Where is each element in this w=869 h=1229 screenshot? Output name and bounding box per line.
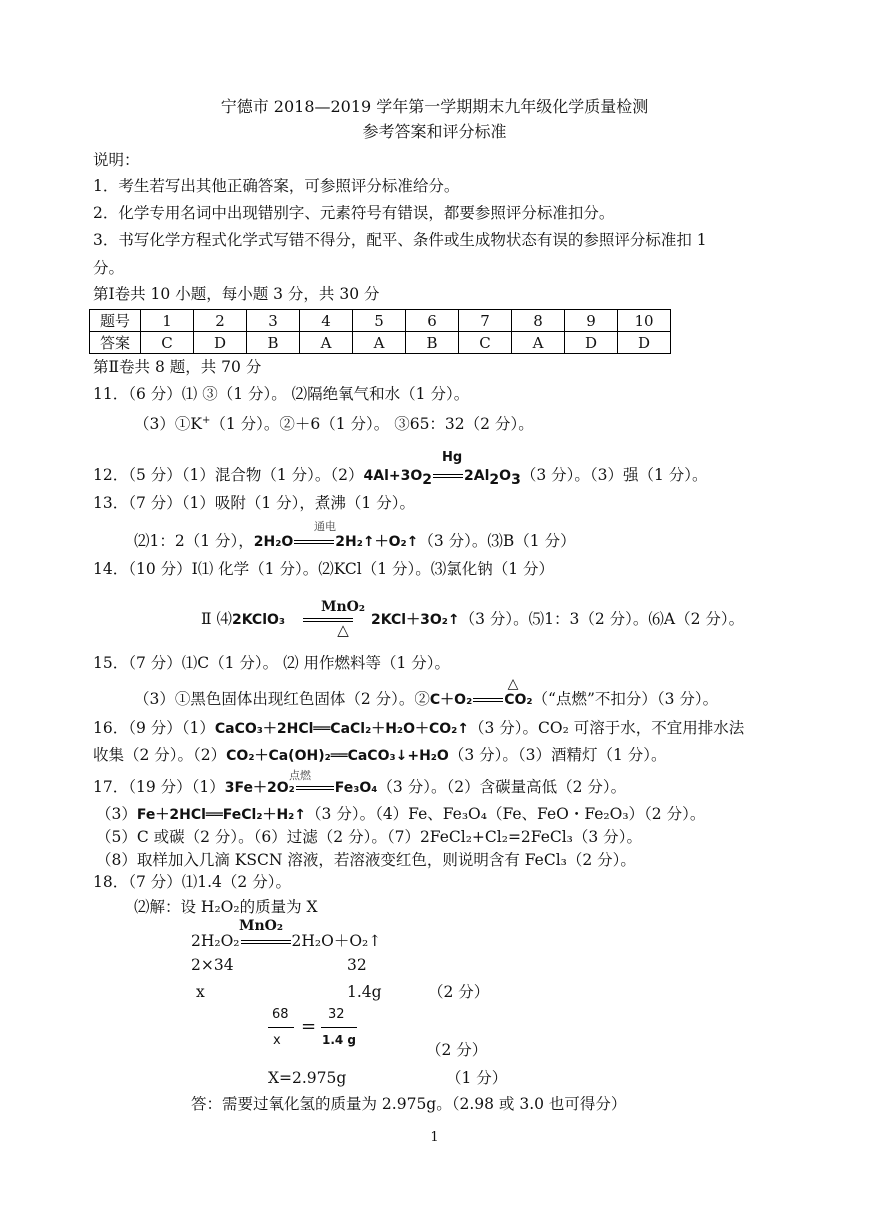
q12-eq-left: 4Al+3O xyxy=(363,468,423,484)
part1-heading: 第Ⅰ卷共 10 小题，每小题 3 分，共 30 分 xyxy=(93,285,380,303)
note-1: 1．考生若写出其他正确答案，可参照评分标准给分。 xyxy=(93,177,460,195)
q11-text-a: （3）①K xyxy=(134,415,202,434)
q18-molar-2: 32 xyxy=(347,956,367,974)
page-number: 1 xyxy=(430,1130,439,1145)
table-cell: D xyxy=(618,332,671,354)
table-cell: 4 xyxy=(300,310,353,332)
note-3-cont: 分。 xyxy=(93,259,125,277)
q17-eq-bar xyxy=(296,786,334,790)
q13-eq-right: 2H₂↑＋O₂↑ xyxy=(335,534,419,550)
q15-condition: △ xyxy=(507,676,519,692)
table-cell: C xyxy=(141,332,194,354)
q18-condition: MnO₂ xyxy=(238,918,283,934)
q13-text-a: ⑵1：2（1 分）， xyxy=(134,532,254,550)
q18-line2: ⑵解：设 H₂O₂的质量为 X xyxy=(134,898,318,916)
q18-score-3: （1 分） xyxy=(446,1069,508,1087)
q14-heat-symbol: △ xyxy=(337,621,349,639)
q18-fraction-bar2 xyxy=(321,1027,357,1028)
q17-line2 xyxy=(96,804,705,825)
document-title: 宁德市 2018—2019 学年第一学期期末九年级化学质量检测 xyxy=(220,97,649,116)
q18-fraction-den1: x xyxy=(273,1033,281,1048)
q14-line1: 14．（10 分）Ⅰ⑴ 化学（1 分）。⑵KCl（1 分）。⑶氯化钠（1 分） xyxy=(93,560,555,578)
note-2: 2．化学专用名词中出现错别字、元素符号有错误，都要参照评分标准扣分。 xyxy=(93,204,615,222)
notes-heading: 说明： xyxy=(93,151,140,169)
q14-eq-right: 2KCl＋3O₂↑ xyxy=(371,612,460,628)
table-cell: 答案 xyxy=(90,332,141,354)
q13-text-b: （3 分）。⑶B（1 分） xyxy=(418,532,576,550)
table-row xyxy=(90,310,671,332)
table-cell: 3 xyxy=(247,310,300,332)
q18-fraction-num1: 68 xyxy=(272,1007,289,1022)
q13-line1: 13．（7 分）（1）吸附（1 分），煮沸（1 分）。 xyxy=(93,494,415,512)
q13-condition: 通电 xyxy=(314,520,336,533)
table-cell: 1 xyxy=(141,310,194,332)
table-cell: B xyxy=(406,332,459,354)
q12-sub: 2 xyxy=(422,472,433,489)
q11-text-b: （1 分）。②＋6（1 分）。 ③65：32（2 分）。 xyxy=(210,415,534,434)
q17-eq1-left: 3Fe＋2O₂ xyxy=(224,780,295,796)
q18-fraction-num2: 32 xyxy=(328,1007,345,1022)
q17-line1 xyxy=(93,777,626,798)
q12-eq-right2: O xyxy=(499,468,512,484)
q15-eq-bar xyxy=(473,698,503,702)
q12-line xyxy=(93,465,708,490)
q15-line2 xyxy=(134,689,718,710)
q16-text-b: （3 分）。CO₂ 可溶于水，不宜用排水法 xyxy=(469,719,745,737)
q17-condition: 点燃 xyxy=(289,769,311,782)
q18-molar-1: 2×34 xyxy=(191,956,234,974)
table-cell: C xyxy=(459,332,512,354)
q18-eq-bar xyxy=(241,940,291,944)
table-cell: D xyxy=(565,332,618,354)
q14-text-a: Ⅱ ⑷ xyxy=(201,610,232,628)
q18-result: X=2.975g xyxy=(268,1069,347,1087)
q18-mass: 1.4g xyxy=(347,983,382,1001)
q15-eq-right: CO₂ xyxy=(504,692,533,708)
q14-eq-left: 2KClO₃ xyxy=(231,612,286,628)
table-cell: A xyxy=(353,332,406,354)
q12-eq-bar xyxy=(433,474,463,478)
q12-text-a: 12．（5 分）（1）混合物（1 分）。（2） xyxy=(93,466,364,484)
q16-line2 xyxy=(93,745,667,766)
q14-text-b: （3 分）。⑸1：3（2 分）。⑹A（2 分）。 xyxy=(459,610,745,628)
table-cell: 10 xyxy=(618,310,671,332)
table-cell: A xyxy=(512,332,565,354)
table-cell: D xyxy=(194,332,247,354)
q17-line4: （8）取样加入几滴 KSCN 溶液，若溶液变红色，则说明含有 FeCl₃（2 分）。 xyxy=(96,851,636,869)
q17-line3: （5）C 或碳（2 分）。（6）过滤（2 分）。（7）2FeCl₂+Cl₂=2FeCl₃（3 分）。 xyxy=(96,828,642,846)
q16-line1 xyxy=(93,718,744,739)
q18-answer: 答：需要过氧化氢的质量为 2.975g。（2.98 或 3.0 也可得分） xyxy=(191,1095,627,1113)
table-cell: 8 xyxy=(512,310,565,332)
q17-eq2: Fe＋2HCl══FeCl₂＋H₂↑ xyxy=(136,807,307,823)
q16-text-a: 16．（9 分）（1） xyxy=(93,719,215,737)
q18-eq-left: 2H₂O₂ xyxy=(191,932,240,950)
q12-sub: 3 xyxy=(511,472,521,489)
table-cell: B xyxy=(247,332,300,354)
answer-table xyxy=(89,309,671,354)
q16-eq1: CaCO₃＋2HCl══CaCl₂＋H₂O＋CO₂↑ xyxy=(214,721,470,737)
table-cell: 9 xyxy=(565,310,618,332)
q12-text-b: （3 分）。（3）强（1 分）。 xyxy=(520,466,708,484)
q16-eq2: CO₂＋Ca(OH)₂══CaCO₃↓+H₂O xyxy=(226,748,449,764)
q18-eq-right: 2H₂O＋O₂↑ xyxy=(291,932,382,950)
q11-line1: 11．（6 分）⑴ ③（1 分）。 ⑵隔绝氧气和水（1 分）。 xyxy=(93,385,470,403)
table-cell: A xyxy=(300,332,353,354)
q12-sub: 2 xyxy=(489,472,500,489)
q16-text-d: （3 分）。（3）酒精灯（1 分）。 xyxy=(448,746,667,764)
q17-text-b: （3 分）。（2）含碳量高低（2 分）。 xyxy=(377,778,627,796)
q18-score-1: （2 分） xyxy=(428,983,490,1001)
q13-eq-left: 2H₂O xyxy=(253,534,294,550)
q12-condition: Hg xyxy=(442,450,463,465)
q15-eq-left: C＋O₂ xyxy=(429,692,473,708)
q18-fraction-bar1 xyxy=(268,1027,294,1028)
q14-condition: MnO₂ xyxy=(320,599,365,615)
q11-line2 xyxy=(134,411,534,434)
table-row xyxy=(90,332,671,354)
q15-text-b: （“点燃”不扣分）（3 分）。 xyxy=(532,690,719,708)
q13-line2 xyxy=(134,531,576,552)
table-cell: 6 xyxy=(406,310,459,332)
q18-equation xyxy=(191,931,381,951)
q11-sup: + xyxy=(201,415,211,426)
q15-text-a: （3）①黑色固体出现红色固体（2 分）。② xyxy=(134,690,430,708)
q17-text-a: 17．（19 分）（1） xyxy=(93,778,225,796)
q18-score-2: （2 分） xyxy=(426,1041,488,1059)
note-3: 3．书写化学方程式化学式写错不得分，配平、条件或生成物状态有误的参照评分标准扣 1 xyxy=(93,231,707,249)
q17-text-d: （3 分）。（4）Fe、Fe₃O₄（Fe、FeO・Fe₂O₃）（2 分）。 xyxy=(306,805,706,823)
q18-fraction-den2: 1.4 g xyxy=(322,1033,357,1047)
table-cell: 题号 xyxy=(90,310,141,332)
part2-heading: 第Ⅱ卷共 8 题，共 70 分 xyxy=(93,358,262,376)
q17-eq1-right: Fe₃O₄ xyxy=(334,780,378,796)
q18-equals: = xyxy=(301,1016,317,1037)
q16-text-c: 收集（2 分）。（2） xyxy=(93,746,227,764)
document-subtitle: 参考答案和评分标准 xyxy=(362,122,507,141)
table-cell: 2 xyxy=(194,310,247,332)
q13-eq-bar xyxy=(294,540,334,544)
table-cell: 5 xyxy=(353,310,406,332)
q17-text-c: （3） xyxy=(96,805,137,823)
q14-line2 xyxy=(201,609,744,630)
q18-unknown: x xyxy=(196,983,205,1001)
q18-line1: 18．（7 分）⑴1.4（2 分）。 xyxy=(93,873,291,891)
q12-eq-right: 2Al xyxy=(464,468,490,484)
table-cell: 7 xyxy=(459,310,512,332)
q15-line1: 15．（7 分）⑴C（1 分）。 ⑵ 用作燃料等（1 分）。 xyxy=(93,654,451,672)
